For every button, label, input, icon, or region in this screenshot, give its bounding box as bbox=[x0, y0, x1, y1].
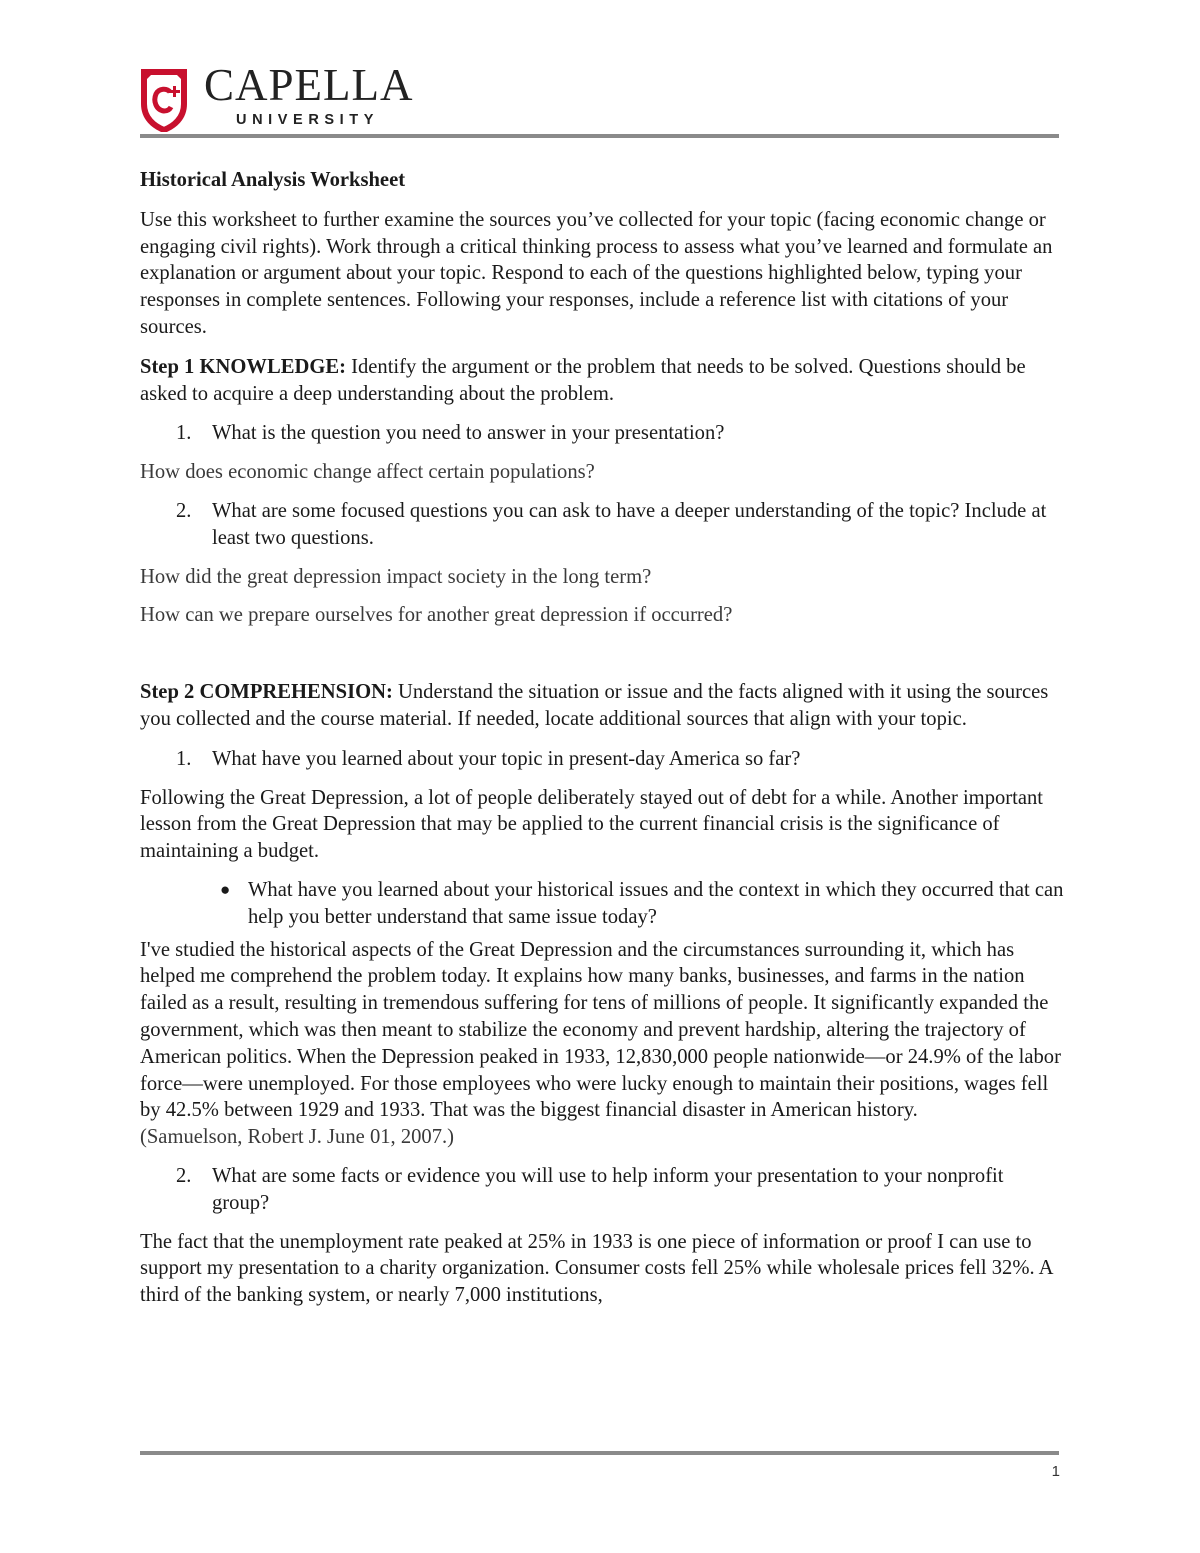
step2-label: Step 2 COMPREHENSION: bbox=[140, 681, 393, 704]
step1-answer-1: How does economic change affect certain populations? bbox=[140, 461, 595, 484]
step2-answer-2: The fact that the unemployment rate peaked at 25% in 1933 is one piece of information or proof I can use to support my presentation to a charity organization. Consumer costs fell 25% while wholesale prices fell 32%. A third of the banking system, or nearly 7,000 institutions, bbox=[140, 1230, 1053, 1307]
intro-paragraph: Use this worksheet to further examine the sources you’ve collected for your topic (facing economic change or engaging civil rights). Work through a critical thinking process to assess what you’ve learned and formulate an explanation or argument about your topic. Respond to each of the questions highlighted below, typing your responses in complete sentences. Following your responses, include a reference list with citations of your sources. bbox=[140, 208, 1053, 338]
step2-bullet-answer: I've studied the historical aspects of the Great Depression and the circumstances surrounding it, which has helped me comprehend the problem today. It explains how many banks, businesses, and farms in the nation failed as a result, resulting in tremendous suffering for tens of millions of people. It significantly expanded the government, which was then meant to stabilize the economy and prevent hardship, altering the trajectory of American politics. When the Depression peaked in 1933, 12,830,000 people nationwide—or 24.9% of the labor force—were unemployed. For those employees who were lucky enough to maintain their positions, wages fell by 42.5% between 1929 and 1933. That was the biggest financial disaster in American history. bbox=[140, 938, 1061, 1122]
step2-bullet-question bbox=[220, 877, 1065, 931]
brand-name: CAPELLA bbox=[204, 60, 414, 110]
step2-q1-number: 1. bbox=[176, 747, 192, 770]
step2-q2-text: What are some facts or evidence you will use to help inform your presentation to your nonprofit group? bbox=[212, 1164, 1004, 1214]
page-number: 1 bbox=[1051, 1463, 1060, 1480]
step1-heading bbox=[140, 354, 1065, 408]
capella-logo bbox=[140, 60, 440, 132]
step2-question-2 bbox=[176, 1163, 1065, 1217]
header-divider bbox=[140, 134, 1059, 138]
step2-question-1 bbox=[176, 746, 1065, 773]
step1-q2-text: What are some focused questions you can ask to have a deeper understanding of the topic? Include at least two questions. bbox=[212, 499, 1047, 549]
step2-heading bbox=[140, 679, 1065, 733]
step1-q1-number: 1. bbox=[176, 422, 192, 445]
step2-text: Understand the situation or issue and the facts aligned with it using the sources you collected and the course material. If needed, locate additional sources that align with your topic. bbox=[140, 681, 1049, 730]
step1-answer-2b: How can we prepare ourselves for another great depression if occurred? bbox=[140, 604, 733, 627]
step1-question-1 bbox=[176, 420, 1065, 447]
capella-shield-icon bbox=[140, 68, 188, 132]
step1-question-2 bbox=[176, 498, 1065, 552]
citation: (Samuelson, Robert J. June 01, 2007.) bbox=[140, 1126, 455, 1149]
spacer bbox=[140, 641, 1065, 679]
worksheet-body bbox=[140, 167, 1065, 1321]
step2-q2-number: 2. bbox=[176, 1164, 192, 1187]
bullet-icon: ● bbox=[220, 879, 231, 899]
step1-answer-2a: How did the great depression impact society in the long term? bbox=[140, 565, 652, 588]
step1-q2-number: 2. bbox=[176, 499, 192, 522]
page-title: Historical Analysis Worksheet bbox=[140, 169, 406, 191]
footer-divider bbox=[140, 1451, 1059, 1455]
step1-q1-text: What is the question you need to answer in your presentation? bbox=[212, 422, 725, 445]
brand-subtitle: UNIVERSITY bbox=[236, 112, 380, 128]
step2-answer-1: Following the Great Depression, a lot of people deliberately stayed out of debt for a while. Another important lesson from the Great Depression that may be applied to the current financial crisis is the significance of maintaining a budget. bbox=[140, 786, 1044, 863]
step1-label: Step 1 KNOWLEDGE: bbox=[140, 355, 346, 378]
step1-text: Identify the argument or the problem that needs to be solved. Questions should be asked to acquire a deep understanding about the problem. bbox=[140, 355, 1026, 405]
step2-q1-text: What have you learned about your topic in present-day America so far? bbox=[212, 747, 801, 770]
step2-bullet-text: What have you learned about your historical issues and the context in which they occurred that can help you better understand that same issue today? bbox=[248, 878, 1064, 928]
